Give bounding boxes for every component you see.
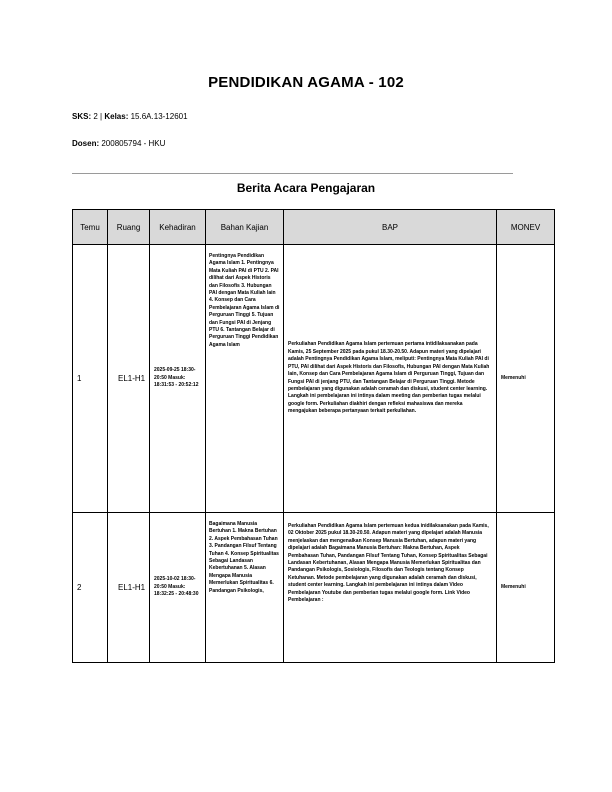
cell-bap: Perkuliahan Pendidikan Agama Islam pertemuan pertama intidilaksanakan pada Kamis, 25 September 2025 pada pukul 18.30-20.50. Adapun materi yang dipelajari adalah Pentingnya Pendidikan Agama Islam, meliputi: Pentingnya Mata Kuliah PAI di PTU, PAI dilihat dari Aspek Historis dan Filosofis, Hubungan PAI dengan Mata Kuliah lain, Konsep dan Cara Pembelajaran Agama Islam di Perguruan Tinggi, Tujuan dan Fungsi PAI di jenjang PTU, dan Tantangan Belajar di Perguruan Tinggi. Metode pembelajaran yang digunakan adalah ceramah dan diskusi, student center learning. Langkah ini pembelajaran ini intinya dalam meeting dan pemberian tugas melalui google form. Perkuliahan diakhiri dengan refleksi mahasiswa dan mereka mengajukan beberapa pertanyaan terkait perkuliahan.: [284, 245, 497, 513]
cell-bap: Perkuliahan Pendidikan Agama Islam pertemuan kedua inidilaksanakan pada Kamis, 02 Oktober 2025 pukul 18.30-20.50. Adapun materi yang dipelajari adalah Manusia menjelaskan dan mengenalkan Konsep Manusia Bertuhan, adapun materi yang dipelajari adalah Bagaimana Manusia Bertuhan: Makna Bertuhan, Aspek Pembahasan Tuhan, Pandangan Filsuf Tentang Tuhan, Konsep Spiritualitas Sebagai Landasan Kebertuhanan, Alasan Mengapa Manusia Memerlukan Spiritualitas dan Pandangan Psikologis, Sosiologis, Filosofis dan Teologis tentang Konsep Ketuhanan. Metode pembelajaran yang digunakan adalah ceramah dan diskusi, student center learning. Langkah ini pembelajaran ini intinya dalam Video Pembelajaran Youtube dan pemberian tugas melalui google form. Link Video Pembelajaran :: [284, 513, 497, 663]
sks-value: 2: [93, 112, 98, 121]
meta-separator: |: [100, 112, 103, 121]
cell-temu: 2: [73, 513, 108, 663]
dosen-label: Dosen:: [72, 139, 100, 148]
cell-ruang: EL1-H1: [108, 245, 150, 513]
table-header-row: [73, 210, 555, 245]
cell-kehadiran: 2025-10-02 18:30-20:50 Masuk: 18:32:25 - 20:48:30: [150, 513, 206, 663]
cell-temu: 1: [73, 245, 108, 513]
lecturer-info: [72, 139, 165, 148]
sks-label: SKS:: [72, 112, 92, 121]
page-title: PENDIDIKAN AGAMA - 102: [208, 74, 404, 91]
cell-bahan-kajian: Pentingnya Pendidikan Agama Islam 1. Pentingnya Mata Kuliah PAI di PTU 2. PAI dilihat dari Aspek Historis dan Filosofis 3. Hubungan PAI dengan Mata Kuliah lain 4. Konsep dan Cara Pembelajaran Agama Islam di Perguruan Tinggi 5. Tujuan dan Fungsi PAI di Jenjang PTU 6. Tantangan Belajar di Perguruan Tinggi Pendidikan Agama Islam: [206, 245, 284, 513]
header-ruang: Ruang: [108, 210, 150, 245]
kelas-label: Kelas:: [104, 112, 129, 121]
cell-bahan-kajian: Bagaimana Manusia Bertuhan 1. Makna Bertuhan 2. Aspek Pembahasan Tuhan 3. Pandangan Filsuf Tentang Tuhan 4. Konsep Spiritualitas Sebagai Landasan Kebertuhanan 5. Alasan Mengapa Manusia Memerlukan Spiritualitas 6. Pandangan Psikologis,: [206, 513, 284, 663]
table-row: [73, 245, 555, 513]
course-info: [72, 112, 188, 121]
header-kehadiran: Kehadiran: [150, 210, 206, 245]
divider: [72, 173, 513, 174]
cell-monev: Memenuhi: [497, 245, 555, 513]
cell-kehadiran: 2025-09-25 18:30-20:50 Masuk: 18:31:53 - 20:52:12: [150, 245, 206, 513]
cell-ruang: EL1-H1: [108, 513, 150, 663]
header-bahan-kajian: Bahan Kajian: [206, 210, 284, 245]
header-monev: MONEV: [497, 210, 555, 245]
header-temu: Temu: [73, 210, 108, 245]
dosen-value: 200805794 - HKU: [101, 139, 166, 148]
cell-monev: Memenuhi: [497, 513, 555, 663]
table-row: [73, 513, 555, 663]
header-bap: BAP: [284, 210, 497, 245]
kelas-value: 15.6A.13-12601: [130, 112, 188, 121]
section-title: Berita Acara Pengajaran: [236, 181, 376, 195]
teaching-record-table: [72, 209, 555, 663]
